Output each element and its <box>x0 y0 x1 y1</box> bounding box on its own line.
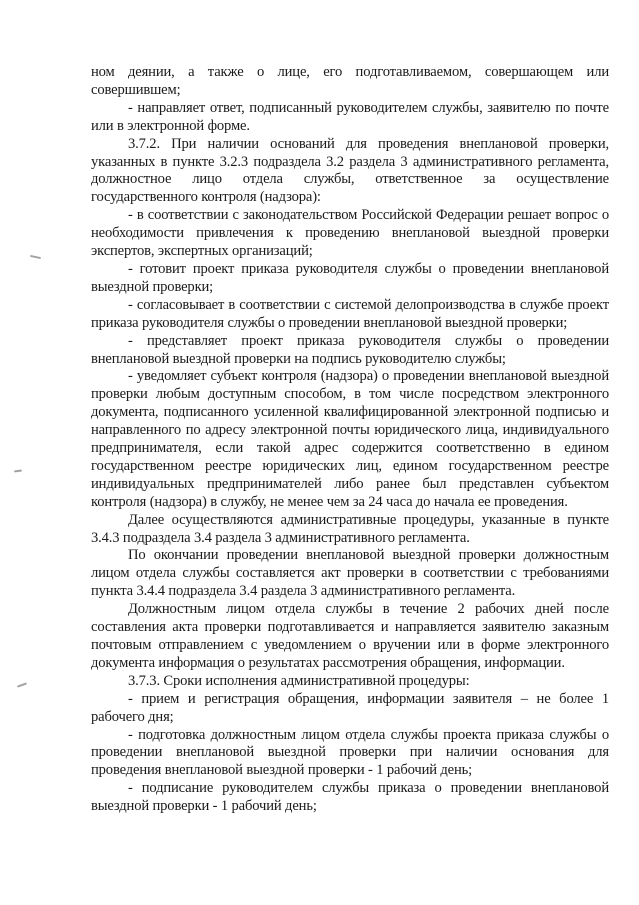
paragraph: - направляет ответ, подписанный руководителем службы, заявителю по почте или в электронной форме. <box>91 99 609 134</box>
scan-mark <box>17 682 27 687</box>
scan-mark <box>30 255 41 259</box>
paragraph: - согласовывает в соответствии с системой делопроизводства в службе проект приказа руководителя службы о проведении внеплановой выездной проверки; <box>91 296 609 331</box>
paragraph: По окончании проведении внеплановой выездной проверки должностным лицом отдела службы составляется акт проверки в соответствии с требованиями пункта 3.4.4 подраздела 3.4 раздела 3 административного регламента. <box>91 547 609 600</box>
paragraph: - уведомляет субъект контроля (надзора) о проведении внеплановой выездной проверки любым доступным способом, в том числе посредством электронного документа, подписанного усиленной квалифицированной электронной подписью и направленного по адресу электронной почты юридического лица, индивидуального предпринимателя, если такой адрес содержится соответственно в едином государственном реестре юридических лиц, едином государственном реестре индивидуальных предпринимателей либо ранее был представлен субъектом контроля (надзора) в службу, не менее чем за 24 часа до начала ее проведения. <box>91 368 609 510</box>
paragraph: - представляет проект приказа руководителя службы о проведении внеплановой выездной проверки на подпись руководителю службы; <box>91 332 609 367</box>
paragraph: Далее осуществляются административные процедуры, указанные в пункте 3.4.3 подраздела 3.4 раздела 3 административного регламента. <box>91 511 609 546</box>
body-text <box>91 64 609 816</box>
paragraph: - прием и регистрация обращения, информации заявителя – не более 1 рабочего дня; <box>91 690 609 725</box>
paragraph: - подписание руководителем службы приказа о проведении внеплановой выездной проверки - 1 рабочий день; <box>91 780 609 815</box>
paragraph: - подготовка должностным лицом отдела службы проекта приказа службы о проведении внеплановой выездной проверки при наличии основания для проведения внеплановой выездной проверки - 1 рабочий день; <box>91 726 609 779</box>
paragraph: ном деянии, а также о лице, его подготавливаемом, совершающем или совершившем; <box>91 64 609 98</box>
paragraph: - готовит проект приказа руководителя службы о проведении внеплановой выездной проверки; <box>91 260 609 295</box>
paragraph: 3.7.2. При наличии оснований для проведения внеплановой проверки, указанных в пункте 3.2.3 подраздела 3.2 раздела 3 административного регламента, должностное лицо отдела службы, ответственное за осуществление государственного контроля (надзора): <box>91 135 609 206</box>
paragraph: - в соответствии с законодательством Российской Федерации решает вопрос о необходимости привлечения к проведению внеплановой выездной проверки экспертов, экспертных организаций; <box>91 207 609 260</box>
paragraph: 3.7.3. Сроки исполнения административной процедуры: <box>128 672 470 689</box>
scan-mark <box>14 469 22 472</box>
paragraph: Должностным лицом отдела службы в течение 2 рабочих дней после составления акта проверки подготавливается и направляется заявителю заказным почтовым отправлением с уведомлением о вручении или в форме электронного документа информация о результатах рассмотрения обращения, информации. <box>91 601 609 671</box>
